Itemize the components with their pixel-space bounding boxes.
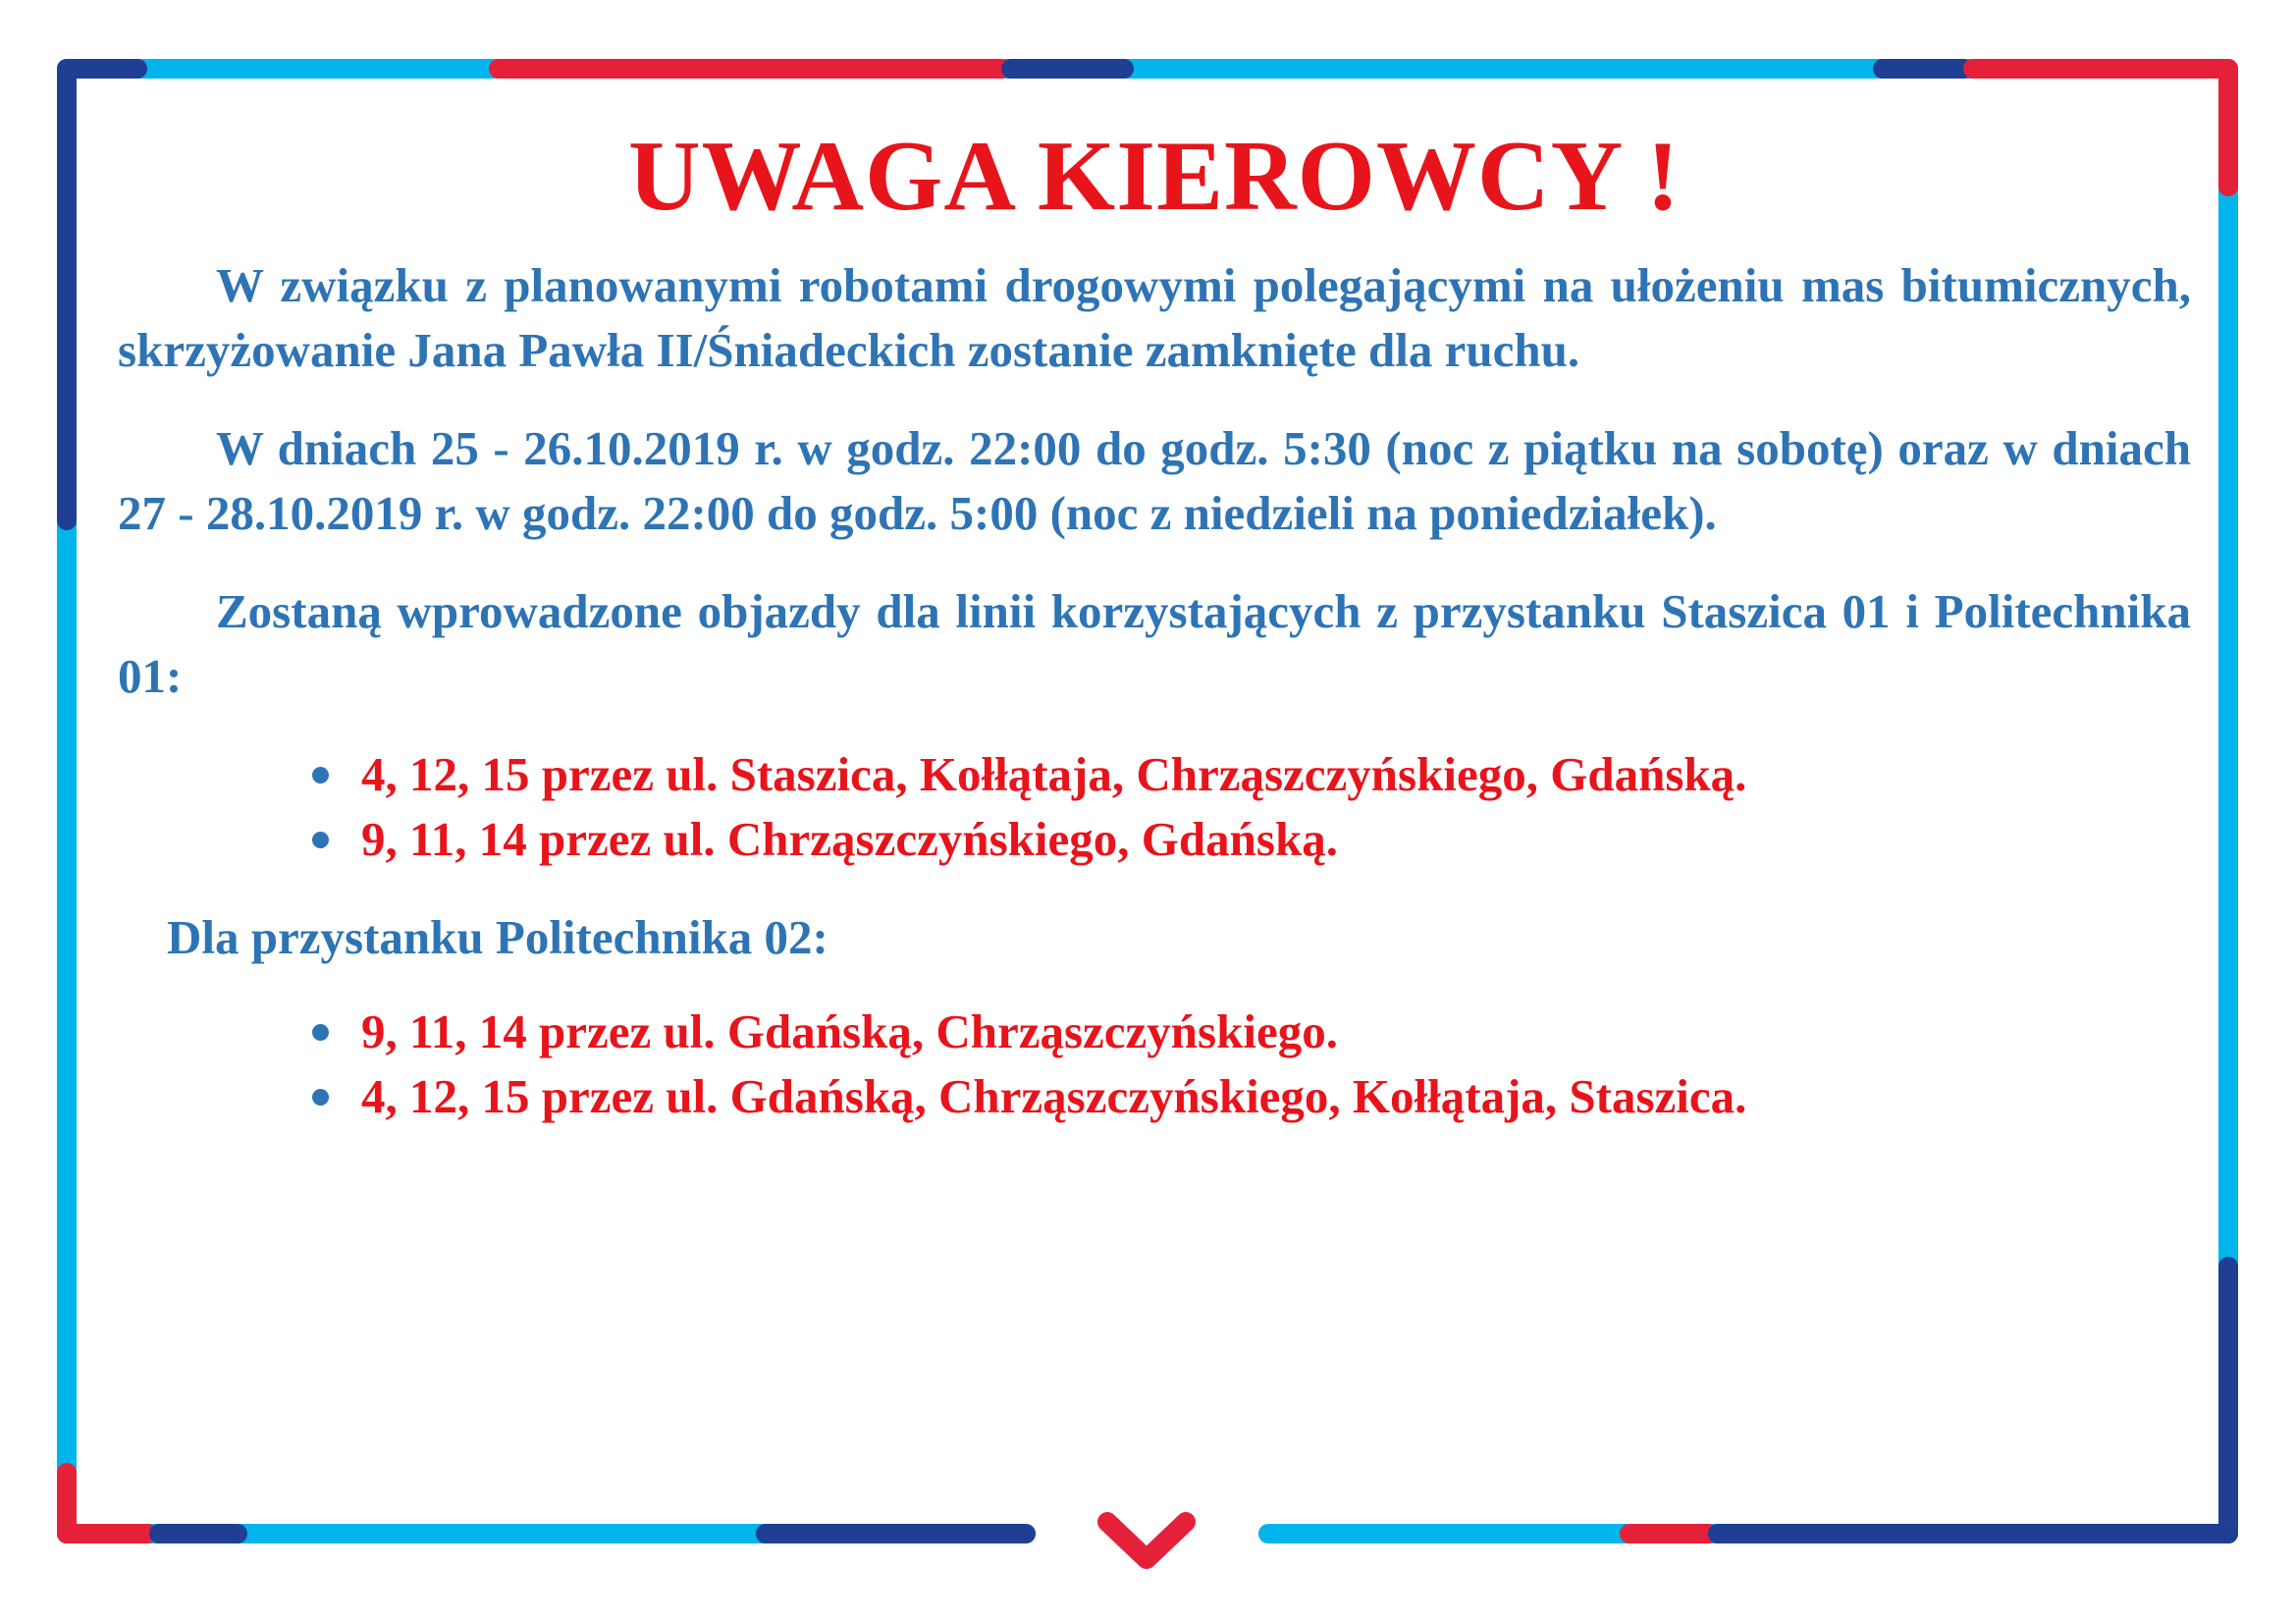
- notice-paragraph-closure: W związku z planowanymi robotami drogowymi polegającymi na ułożeniu mas bitumicznych, skrzyżowanie Jana Pawła II/Śniadeckich zostanie zamknięte dla ruchu.: [118, 258, 2191, 377]
- list-item: [312, 1064, 2191, 1129]
- route-text: 9, 11, 14 przez ul. Gdańską, Chrząszczyńskiego.: [361, 1004, 1338, 1058]
- route-text: 4, 12, 15 przez ul. Gdańską, Chrząszczyńskiego, Kołłątaja, Staszica.: [361, 1069, 1747, 1123]
- bullet-icon: [312, 1024, 329, 1041]
- list-item: [312, 1000, 2191, 1064]
- notice-content: [118, 118, 2191, 1129]
- routes-list-stop-02: [118, 1000, 2191, 1129]
- notice-paragraph-detours: Zostaną wprowadzone objazdy dla linii korzystających z przystanku Staszica 01 i Politechnika 01:: [118, 584, 2191, 703]
- stop-02-heading: Dla przystanku Politechnika 02:: [167, 910, 828, 964]
- bullet-icon: [312, 767, 329, 784]
- bullet-icon: [312, 1089, 329, 1106]
- routes-list-stop-01: [118, 742, 2191, 872]
- route-text: 9, 11, 14 przez ul. Chrząszczyńskiego, Gdańską.: [361, 812, 1338, 866]
- notice-title: UWAGA KIEROWCY !: [628, 121, 1681, 232]
- bullet-icon: [312, 832, 329, 848]
- notice-paragraph-dates: W dniach 25 - 26.10.2019 r. w godz. 22:00 do godz. 5:30 (noc z piątku na sobotę) oraz w dniach 27 - 28.10.2019 r. w godz. 22:00 do godz. 5:00 (noc z niedzieli na poniedziałek).: [118, 421, 2191, 540]
- list-item: [312, 807, 2191, 872]
- list-item: [312, 742, 2191, 807]
- chevron-down-icon: [1107, 1522, 1186, 1559]
- route-text: 4, 12, 15 przez ul. Staszica, Kołłątaja, Chrząszczyńskiego, Gdańską.: [361, 747, 1747, 801]
